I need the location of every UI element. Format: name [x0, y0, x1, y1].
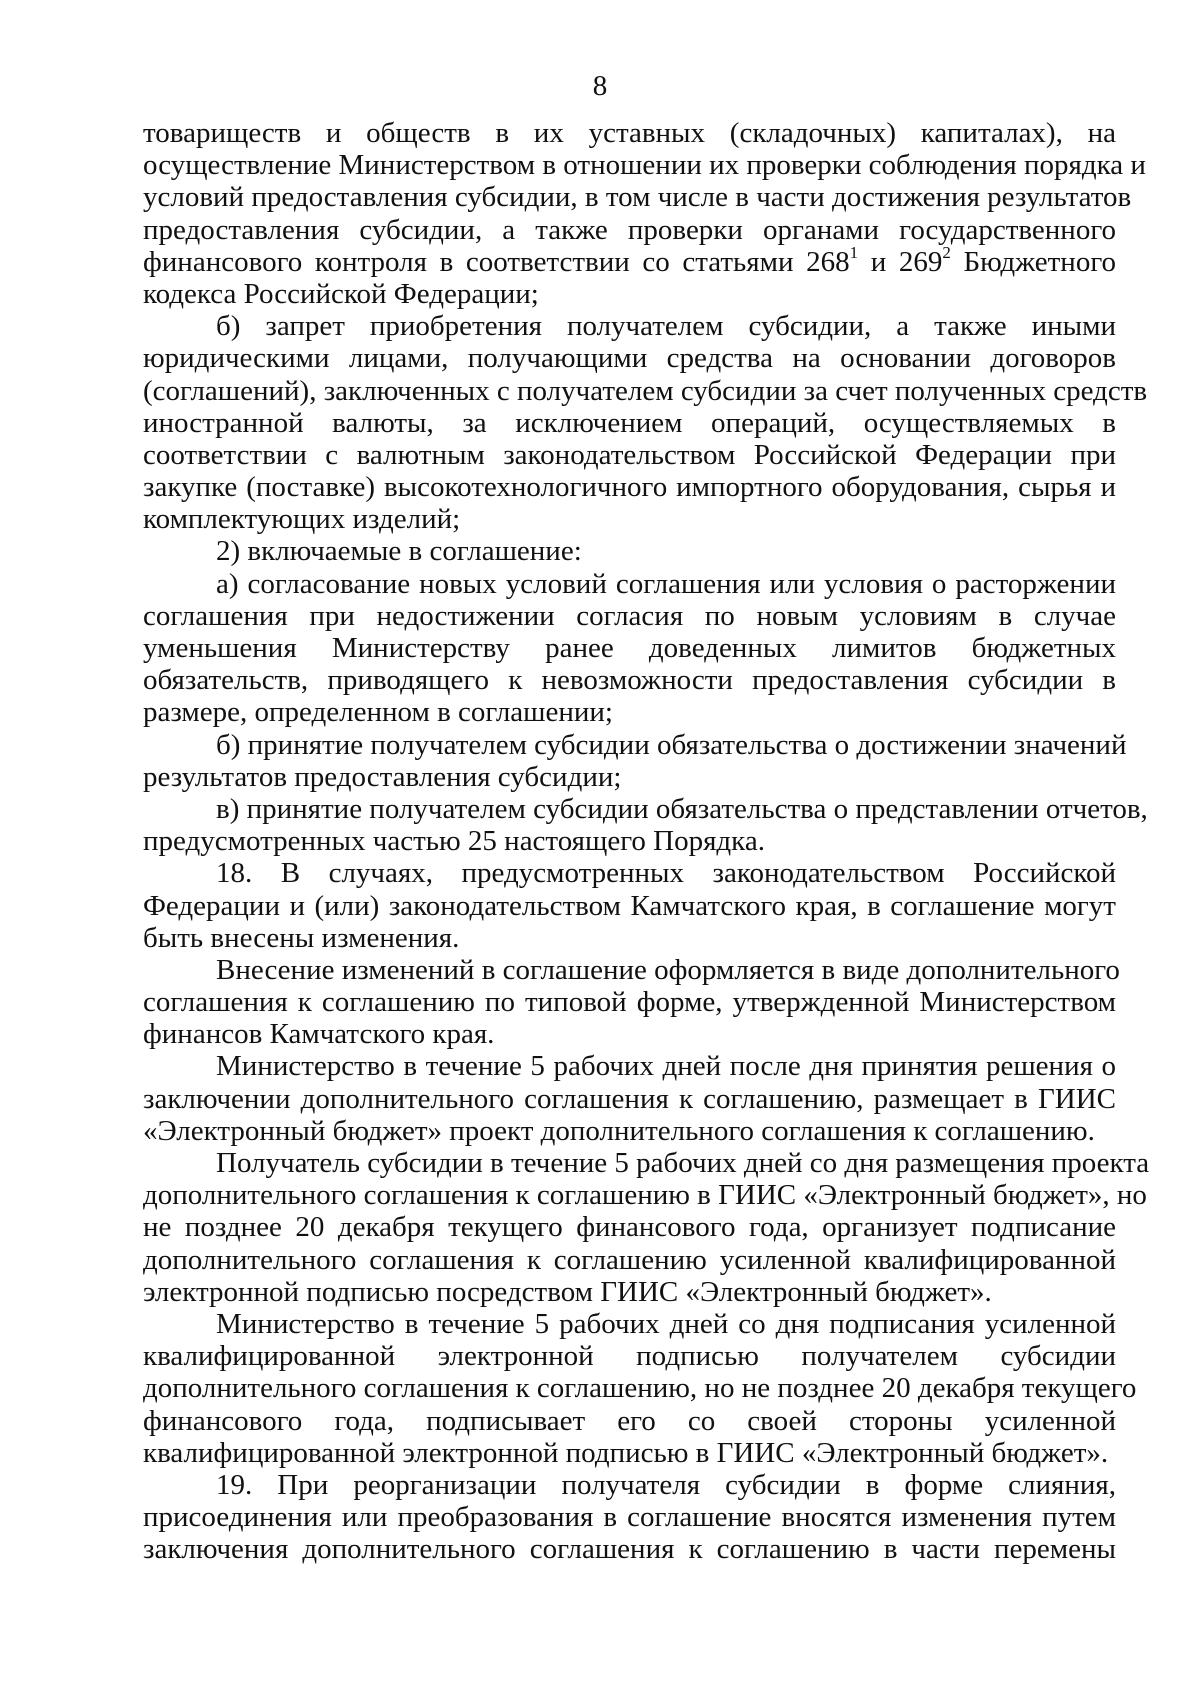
text-segment: дополнительного соглашения к соглашению, но не позднее 20 декабря текущего	[143, 1372, 1137, 1405]
text-line	[143, 1179, 1147, 1212]
text-segment: предусмотренных частью 25 настоящего Порядка.	[143, 825, 765, 858]
text-line	[143, 149, 1146, 182]
text-segment: Бюджетного	[950, 245, 1116, 278]
text-segment: товариществ и обществ в их уставных (складочных) капиталах), на	[143, 117, 1116, 149]
text-segment: электронной подписью посредством ГИИС «Электронный бюджет».	[143, 1275, 992, 1308]
text-segment: а) согласование новых условий соглашения или условия о расторжении	[216, 567, 1116, 600]
text-segment: иностранной валюты, за исключением операций, осуществляемых в	[143, 406, 1116, 439]
text-line	[143, 181, 1132, 214]
text-line	[143, 310, 1116, 342]
text-line	[143, 407, 1116, 439]
page-number: 8	[592, 70, 608, 102]
text-line	[143, 1050, 1116, 1082]
text-line	[143, 632, 1116, 664]
text-segment: 2) включаемые в соглашение:	[216, 535, 582, 568]
text-line	[143, 1405, 1116, 1437]
text-line	[143, 439, 1116, 471]
text-segment: Министерство в течение 5 рабочих дней со дня подписания усиленной	[216, 1307, 1116, 1340]
superscript: 1	[849, 243, 859, 263]
text-line	[143, 1147, 1150, 1179]
text-line	[143, 664, 1116, 696]
text-line	[143, 535, 1116, 567]
text-line	[143, 696, 1116, 728]
text-segment: Федерации и (или) законодательством Камчатского края, в соглашение могут	[143, 889, 1116, 922]
text-segment: соответствии с валютным законодательством Российской Федерации при	[143, 438, 1116, 471]
text-line	[143, 1372, 1137, 1405]
text-line	[143, 1308, 1116, 1340]
text-segment: б) запрет приобретения получателем субсидии, а также иными	[216, 310, 1116, 343]
text-line	[143, 1276, 1116, 1308]
text-segment: в) принятие получателем субсидии обязательства о представлении отчетов,	[216, 792, 1148, 825]
text-segment: условий предоставления субсидии, в том числе в части достижения результатов	[143, 181, 1132, 214]
text-line	[143, 342, 1116, 374]
text-segment: соглашения при недостижении согласия по новым условиям в случае	[143, 599, 1116, 632]
text-line	[143, 374, 1148, 407]
text-segment: Министерство в течение 5 рабочих дней после дня принятия решения о	[216, 1050, 1116, 1083]
text-segment: квалифицированной электронной подписью в ГИИС «Электронный бюджет».	[143, 1436, 1109, 1469]
text-line	[143, 1244, 1116, 1276]
text-line	[143, 1469, 1116, 1501]
text-segment: комплектующих изделий;	[143, 503, 461, 536]
text-line	[143, 503, 1116, 535]
text-line	[143, 117, 1116, 149]
text-segment: уменьшения Министерству ранее доведенных лимитов бюджетных	[143, 632, 1116, 664]
text-segment: (соглашений), заключенных с получателем субсидии за счет полученных средств	[143, 374, 1148, 407]
text-segment: предоставления субсидии, а также проверки органами государственного	[143, 213, 1116, 246]
text-segment: б) принятие получателем субсидии обязательства о достижении значений	[216, 728, 1127, 761]
text-line	[143, 890, 1116, 922]
text-line	[143, 1501, 1116, 1533]
text-line	[143, 953, 1120, 986]
text-line	[143, 1018, 1116, 1050]
text-segment: осуществление Министерством в отношении их проверки соблюдения порядка и	[143, 149, 1146, 182]
text-segment: Получатель субсидии в течение 5 рабочих дней со дня размещения проекта	[216, 1147, 1150, 1179]
text-line	[143, 1083, 1116, 1115]
text-line	[143, 825, 1116, 857]
text-line	[143, 1115, 1116, 1147]
text-segment: и 269	[858, 245, 943, 278]
text-line	[143, 1533, 1116, 1565]
text-segment: закупке (поставке) высокотехнологичного импортного оборудования, сырья и	[143, 471, 1116, 504]
text-line	[143, 1340, 1116, 1372]
text-segment: заключения дополнительного соглашения к соглашению в части перемены	[143, 1533, 1116, 1566]
text-segment: юридическими лицами, получающими средства на основании договоров	[143, 342, 1116, 375]
text-segment: размере, определенном в соглашении;	[143, 696, 613, 729]
text-segment: 18. В случаях, предусмотренных законодательством Российской	[216, 857, 1116, 890]
superscript: 2	[942, 243, 951, 263]
text-line	[143, 471, 1116, 503]
text-line	[143, 600, 1116, 632]
text-segment: обязательств, приводящего к невозможности предоставления субсидии в	[143, 664, 1116, 697]
text-segment: быть внесены изменения.	[143, 921, 460, 954]
text-segment: Внесение изменений в соглашение оформляется в виде дополнительного	[216, 953, 1120, 986]
text-line	[143, 761, 1116, 793]
text-line	[143, 986, 1116, 1018]
text-line	[143, 1211, 1116, 1243]
text-segment: 19. При реорганизации получателя субсидии в форме слияния,	[216, 1468, 1116, 1501]
text-segment: присоединения или преобразования в соглашение вносятся изменения путем	[143, 1501, 1116, 1534]
text-line	[143, 857, 1116, 889]
text-line	[143, 792, 1148, 825]
text-line	[143, 922, 1116, 954]
text-segment: финансового года, подписывает его со своей стороны усиленной	[143, 1404, 1116, 1437]
text-segment: кодекса Российской Федерации;	[143, 277, 539, 310]
text-segment: «Электронный бюджет» проект дополнительного соглашения к соглашению.	[143, 1114, 1095, 1147]
text-line	[143, 1437, 1116, 1469]
text-segment: не позднее 20 декабря текущего финансового года, организует подписание	[143, 1211, 1116, 1244]
text-line	[143, 568, 1116, 600]
text-segment: заключении дополнительного соглашения к соглашению, размещает в ГИИС	[143, 1082, 1116, 1115]
text-segment: финансового контроля в соответствии со статьями 268	[143, 245, 850, 278]
text-segment: финансов Камчатского края.	[143, 1018, 495, 1051]
text-line	[143, 278, 1116, 310]
text-segment: дополнительного соглашения к соглашению усиленной квалифицированной	[143, 1243, 1116, 1276]
text-segment: дополнительного соглашения к соглашению в ГИИС «Электронный бюджет», но	[143, 1179, 1147, 1212]
text-segment: соглашения к соглашению по типовой форме, утвержденной Министерством	[143, 986, 1116, 1019]
text-segment: результатов предоставления субсидии;	[143, 760, 622, 793]
document-body	[143, 117, 1150, 1566]
text-line	[143, 243, 1116, 278]
text-line	[143, 728, 1127, 761]
text-line	[143, 214, 1116, 246]
text-segment: квалифицированной электронной подписью получателем субсидии	[143, 1340, 1116, 1373]
